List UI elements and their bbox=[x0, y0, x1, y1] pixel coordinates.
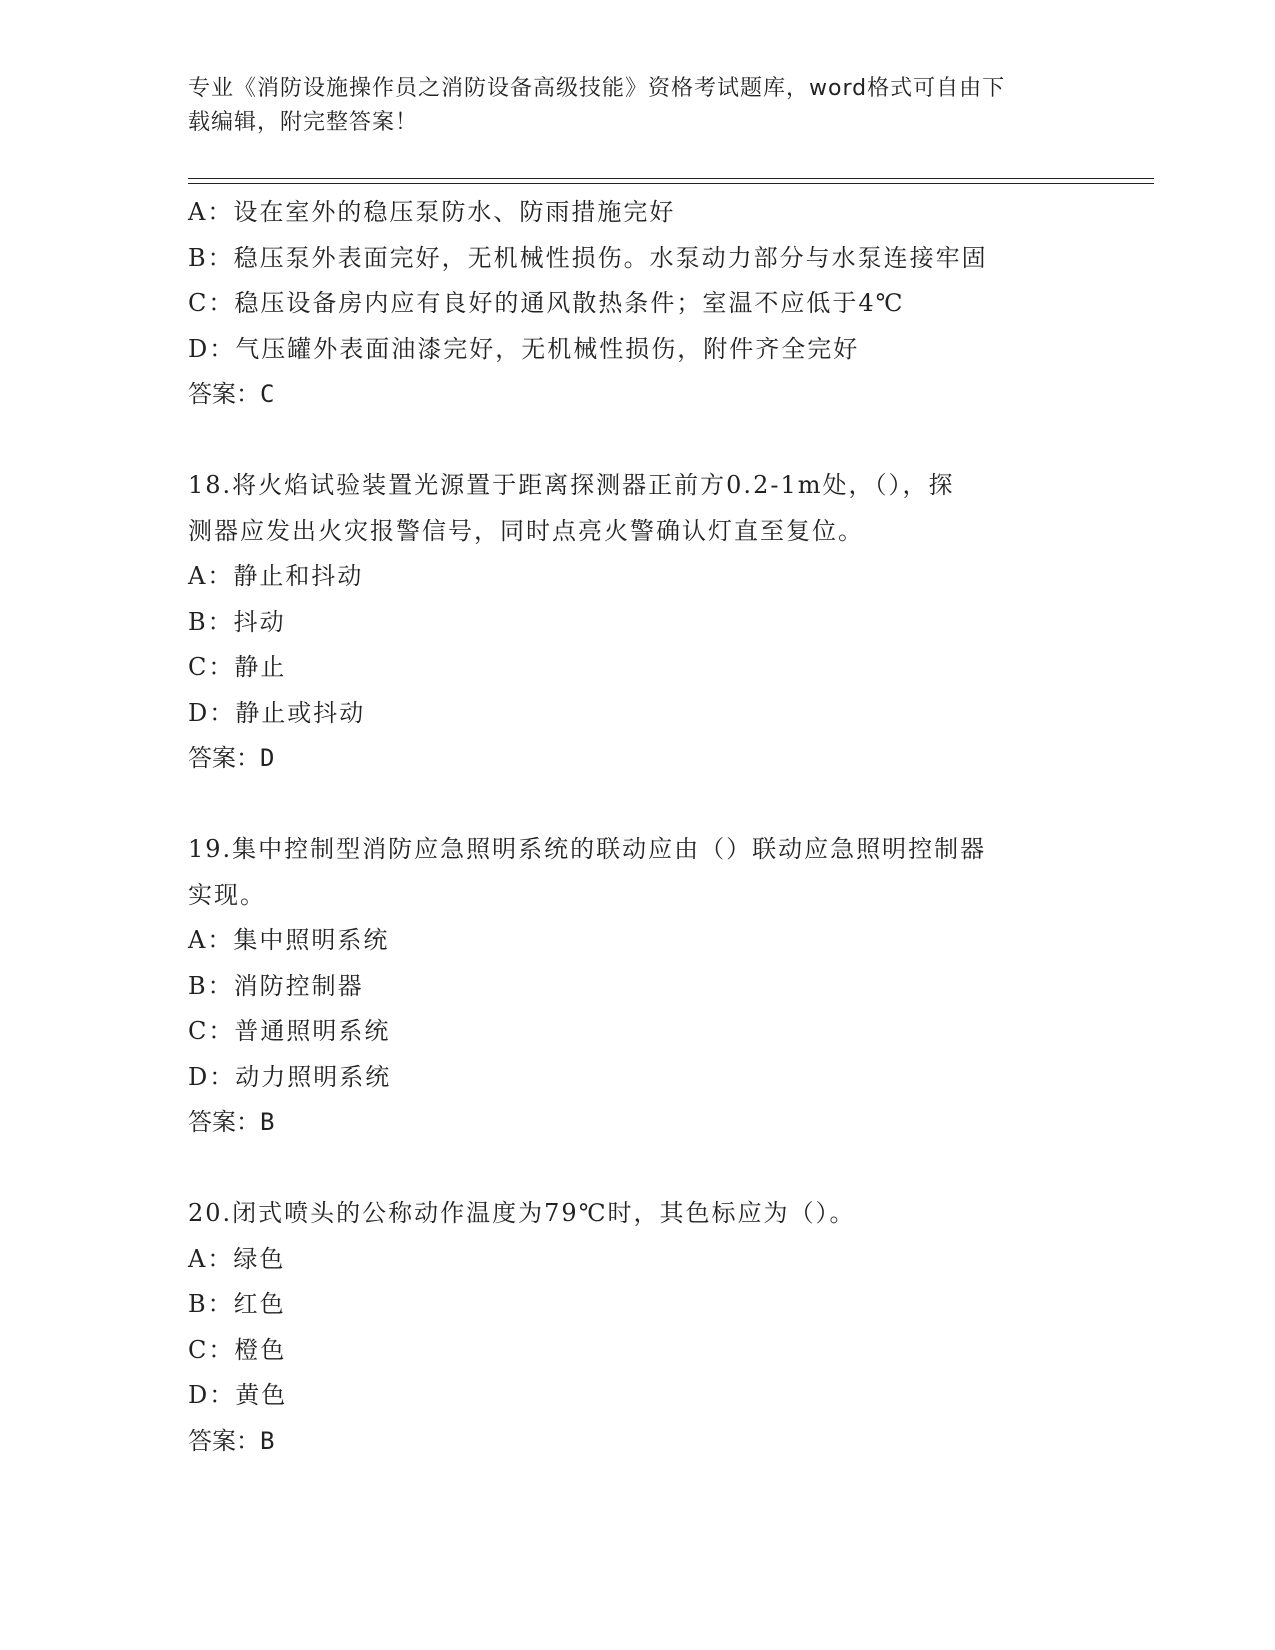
answer-value: B bbox=[260, 1426, 275, 1455]
option-d: D：动力照明系统 bbox=[188, 1062, 392, 1091]
option-a: A：绿色 bbox=[188, 1244, 286, 1273]
question-19 bbox=[188, 827, 1108, 1146]
header-line-1: 专业《消防设施操作员之消防设备高级技能》资格考试题库，word格式可自由下 bbox=[188, 76, 1006, 101]
answer-line bbox=[188, 736, 1108, 782]
option-d: D：静止或抖动 bbox=[188, 698, 366, 727]
question-stem-line-1: 20.闭式喷头的公称动作温度为79℃时，其色标应为（）。 bbox=[188, 1199, 856, 1227]
question-gap bbox=[188, 782, 1108, 828]
question-gap bbox=[188, 418, 1108, 464]
document-header bbox=[188, 72, 1088, 140]
answer-value: B bbox=[260, 1108, 275, 1136]
answer-line bbox=[188, 1419, 1108, 1465]
answer-label: 答案： bbox=[188, 1108, 260, 1136]
question-list bbox=[188, 190, 1108, 1464]
answer-line bbox=[188, 372, 1108, 418]
question-stem-line-2: 测器应发出火灾报警信号，同时点亮火警确认灯直至复位。 bbox=[188, 516, 864, 545]
question-18 bbox=[188, 463, 1108, 782]
answer-label: 答案： bbox=[188, 380, 260, 408]
question-stem-line-2: 实现。 bbox=[188, 880, 266, 909]
option-d: D：气压罐外表面油漆完好，无机械性损伤，附件齐全完好 bbox=[188, 334, 860, 363]
answer-line bbox=[188, 1100, 1108, 1146]
option-c: C：橙色 bbox=[188, 1335, 287, 1364]
question-stem-line-1: 18.将火焰试验装置光源置于距离探测器正前方0.2-1m处，（），探 bbox=[188, 471, 955, 499]
option-c: C：普通照明系统 bbox=[188, 1017, 391, 1045]
answer-value: C bbox=[260, 380, 275, 408]
option-b: B：稳压泵外表面完好，无机械性损伤。水泵动力部分与水泵连接牢固 bbox=[188, 243, 988, 272]
option-c: C：静止 bbox=[188, 653, 287, 681]
header-divider-top bbox=[188, 178, 1154, 179]
option-b: B：红色 bbox=[188, 1290, 286, 1318]
option-b: B：消防控制器 bbox=[188, 971, 364, 1000]
option-c: C：稳压设备房内应有良好的通风散热条件；室温不应低于4℃ bbox=[188, 289, 905, 317]
option-a: A：静止和抖动 bbox=[188, 562, 364, 590]
question-20 bbox=[188, 1191, 1108, 1464]
option-a: A：设在室外的稳压泵防水、防雨措施完好 bbox=[188, 198, 676, 226]
question-17 bbox=[188, 190, 1108, 418]
option-a: A：集中照明系统 bbox=[188, 926, 390, 954]
option-d: D：黄色 bbox=[188, 1381, 288, 1409]
answer-value: D bbox=[260, 744, 275, 772]
header-line-2: 载编辑，附完整答案！ bbox=[188, 110, 419, 135]
answer-label: 答案： bbox=[188, 1426, 260, 1455]
header-divider-bottom bbox=[188, 183, 1154, 184]
question-stem-line-1: 19.集中控制型消防应急照明系统的联动应由（）联动应急照明控制器 bbox=[188, 835, 987, 863]
question-gap bbox=[188, 1146, 1108, 1192]
answer-label: 答案： bbox=[188, 744, 260, 772]
option-b: B：抖动 bbox=[188, 607, 286, 636]
